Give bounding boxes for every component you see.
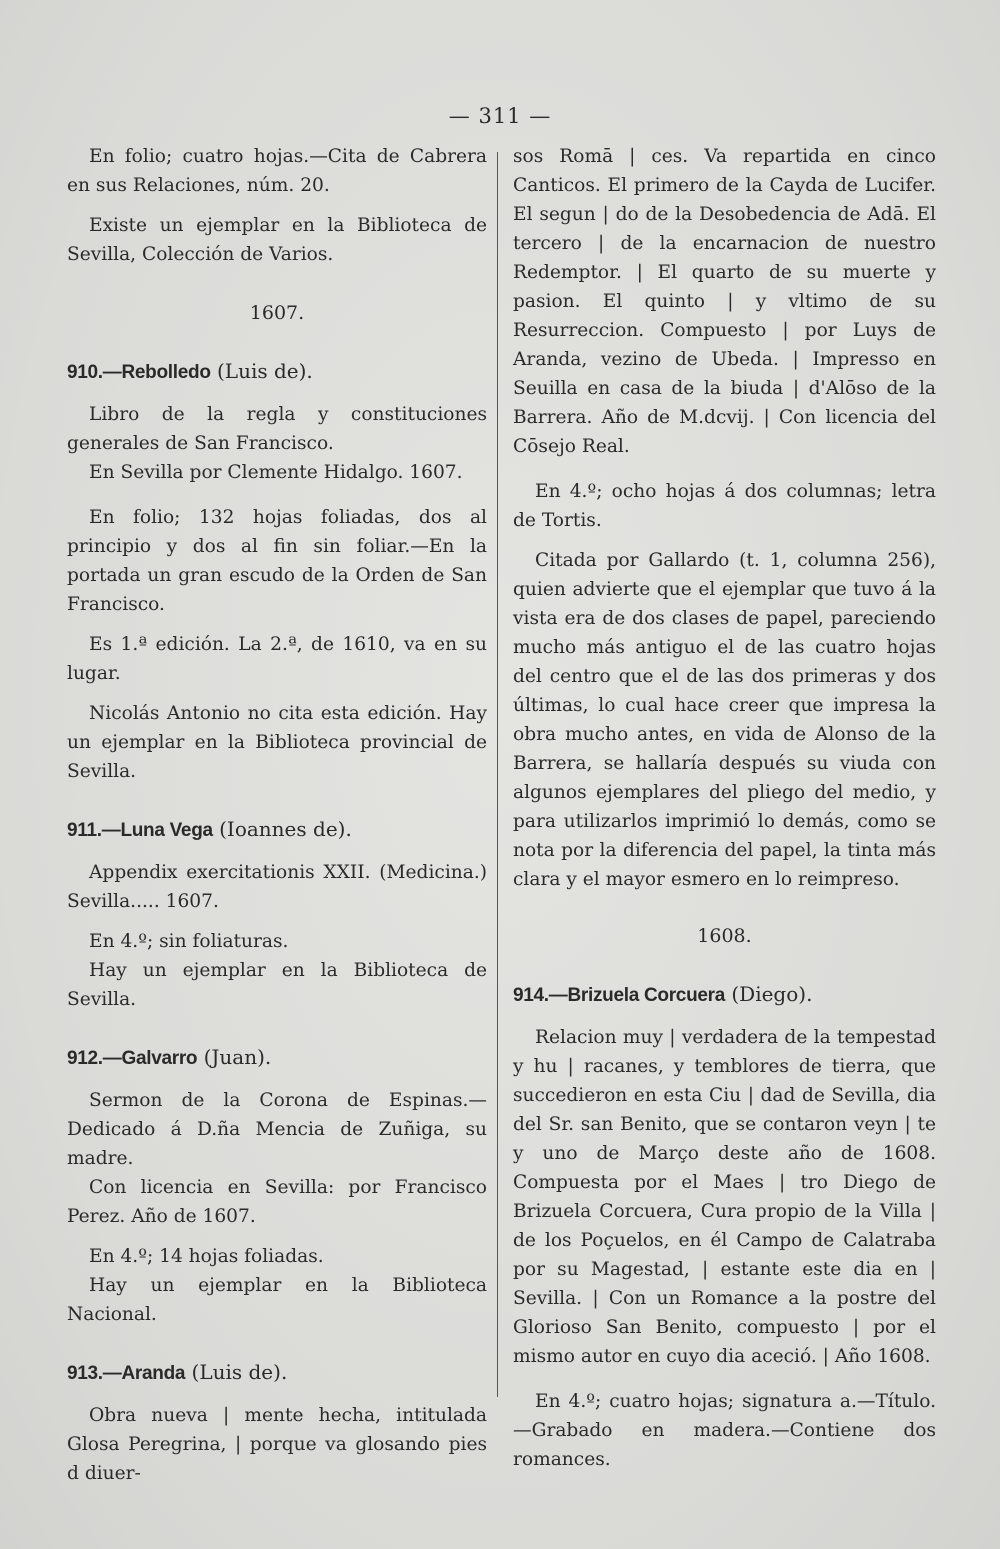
entry-author-surname: Aranda [121, 1363, 186, 1384]
paragraph: Relacion muy | verdadera de la tempestad y hu | racanes, y temblores de tierra, que succedieron en esta Ciu | dad de Sevilla, dia del Sr. san Benito, que se contaron veyn | te y uno de Março deste año de 1608. Compuesta por el Maes | tro Diego de Brizuela Corcuera, Cura propio de la Villa | de los Poçuelos, en él Campo de Calatraba por su Magestad, | estante este dia en | Sevilla. | Con un Romance a la postre del Glorioso San Benito, compuesto | por el mismo autor en cuyo dia aceció. | Año 1608. [513, 1027, 936, 1367]
paragraph: Es 1.ª edición. La 2.ª, de 1610, va en su lugar. [67, 634, 487, 684]
page-number: — 311 — [448, 104, 552, 128]
entry-heading-913 [67, 1357, 487, 1389]
entry-author-surname: Brizuela Corcuera [567, 985, 725, 1006]
entry-number: 910.— [67, 362, 122, 383]
left-column [67, 142, 487, 1488]
paragraph: Existe un ejemplar en la Biblioteca de Sevilla, Colección de Varios. [67, 215, 487, 265]
entry-number: 914.— [513, 985, 568, 1006]
entry-number: 911.— [67, 820, 121, 841]
entry-author-surname: Galvarro [121, 1048, 198, 1069]
paragraph: Libro de la regla y constituciones generales de San Francisco. [67, 404, 487, 454]
paragraph: En 4.º; ocho hojas á dos columnas; letra de Tortis. [513, 481, 936, 531]
year-heading: 1608. [697, 925, 752, 947]
paragraph: Hay un ejemplar en la Biblioteca Nacional. [67, 1275, 487, 1325]
paragraph: En 4.º; 14 hojas foliadas. [89, 1246, 324, 1267]
entry-heading-914 [513, 979, 936, 1011]
entry-author-given: (Ioannes de). [212, 817, 352, 841]
entry-author-given: (Diego). [725, 982, 813, 1006]
paragraph: Nicolás Antonio no cita esta edición. Hay un ejemplar en la Biblioteca provincial de Sevilla. [67, 703, 487, 782]
paragraph: sos Romā | ces. Va repartida en cinco Canticos. El primero de la Cayda de Lucifer. El segun | do de la Desobedencia de Adā. El tercero | de la encarnacion de nuestro Redemptor. | El quarto de su muerte y pasion. El quinto | y vltimo de su Resurreccion. Compuesto | por Luys de Aranda, vezino de Ubeda. | Impresso en Seuilla en casa de la biuda | d'Alōso de la Barrera. Año de M.dcvij. | Con licencia del Cōsejo Real. [513, 146, 936, 457]
entry-heading-910 [67, 356, 487, 388]
entry-heading-912 [67, 1042, 487, 1074]
paragraph: Hay un ejemplar en la Biblioteca de Sevilla. [67, 960, 487, 1010]
paragraph: Citada por Gallardo (t. 1, columna 256), quien advierte que el ejemplar que tuvo á la vista era de dos clases de papel, pareciendo mucho más antiguo el de las cuatro hojas del centro que el de las dos primeras y dos últimas, lo cual hace creer que impresa la obra mucho antes, en vida de Alonso de la Barrera, se hallaría después su viuda con algunos ejemplares del pliego del medio, y para utilizarlos imprimió lo demás, como se nota por la diferencia del papel, la tinta más clara y el mayor esmero en lo reimpreso. [513, 550, 936, 890]
year-heading: 1607. [249, 302, 305, 324]
paragraph: En folio; cuatro hojas.—Cita de Cabrera en sus Relaciones, núm. 20. [67, 146, 487, 196]
entry-author-given: (Luis de). [210, 359, 313, 383]
paragraph: En Sevilla por Clemente Hidalgo. 1607. [89, 462, 463, 483]
column-divider [497, 152, 498, 1397]
paragraph: En 4.º; sin foliaturas. [89, 931, 289, 952]
entry-author-given: (Juan). [197, 1045, 272, 1069]
entry-number: 912.— [67, 1048, 122, 1069]
paragraph: En 4.º; cuatro hojas; signatura a.—Título.—Grabado en madera.—Contiene dos romances. [513, 1391, 936, 1470]
right-column [513, 142, 936, 1474]
entry-author-given: (Luis de). [185, 1360, 288, 1384]
paragraph: En folio; 132 hojas foliadas, dos al principio y dos al fin sin foliar.—En la portada un gran escudo de la Orden de San Francisco. [67, 507, 487, 615]
entry-author-surname: Rebolledo [121, 362, 211, 383]
entry-number: 913.— [67, 1363, 122, 1384]
entry-heading-911 [67, 814, 487, 846]
paragraph: Sermon de la Corona de Espinas.—Dedicado á D.ña Mencia de Zuñiga, su madre. [67, 1090, 487, 1169]
paragraph: Con licencia en Sevilla: por Francisco Perez. Año de 1607. [67, 1177, 487, 1227]
paragraph: Appendix exercitationis XXII. (Medicina.) Sevilla..... 1607. [67, 862, 487, 912]
paragraph: Obra nueva | mente hecha, intitulada Glosa Peregrina, | porque va glosando pies d diuer- [67, 1405, 487, 1484]
entry-author-surname: Luna Vega [120, 820, 213, 841]
